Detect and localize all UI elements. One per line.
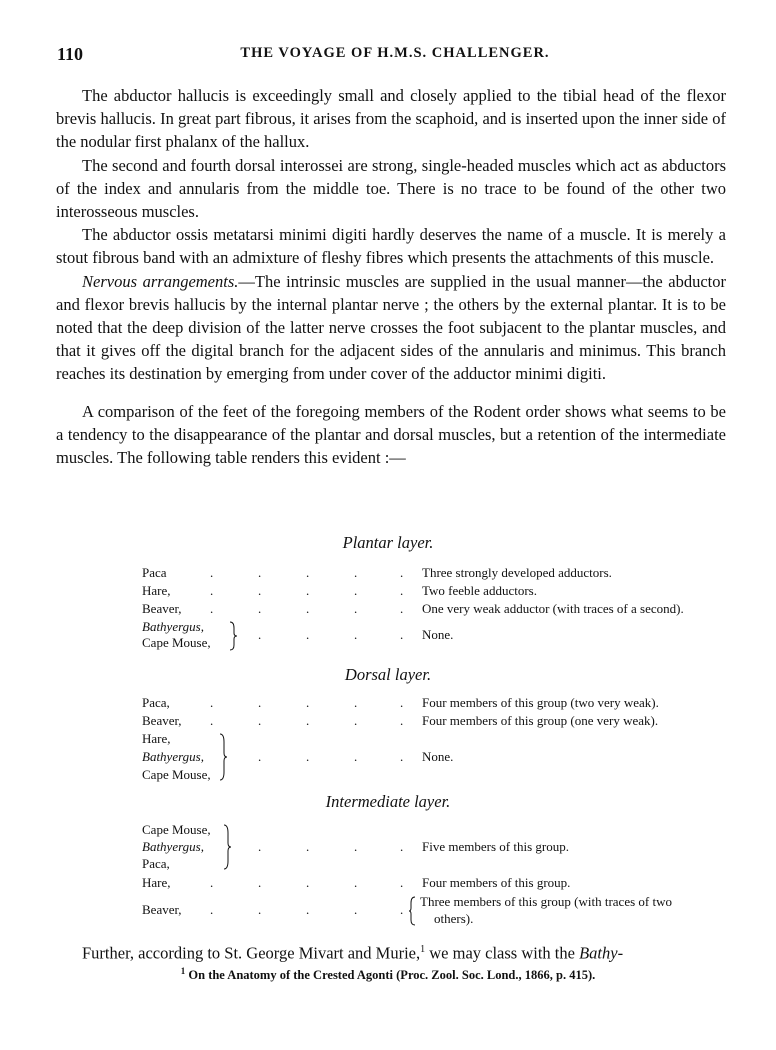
table-desc: Three strongly developed adductors. xyxy=(422,565,612,580)
footnote xyxy=(0,966,776,983)
footnote-text: On the Anatomy of the Crested Agonti (Proc. Zool. Soc. Lond., 1866, p. 415). xyxy=(185,968,596,983)
intermediate-layer-heading: Intermediate layer. xyxy=(325,792,451,811)
table-animal: Beaver, xyxy=(142,713,182,728)
table-animal: Cape Mouse, xyxy=(142,767,211,782)
table-animal: Beaver, xyxy=(142,601,182,616)
table-desc: Two feeble adductors. xyxy=(422,583,537,598)
table-desc: Five members of this group. xyxy=(422,839,569,854)
table-animal: Hare, xyxy=(142,583,171,598)
table-desc: Four members of this group (two very weak). xyxy=(422,695,659,710)
body-text xyxy=(56,84,726,469)
table-animal: Bathyergus, xyxy=(142,839,204,854)
table-row-group: Hare, Bathyergus, Cape Mouse, . . . . None. xyxy=(142,731,454,782)
table-row-group: Cape Mouse, Bathyergus, Paca, . . . . Five members of this group. xyxy=(142,822,569,871)
group-brace-icon xyxy=(222,824,232,870)
paragraph-nervous-arrangements xyxy=(56,270,726,386)
table-row: Hare, . . . . . Four members of this group. xyxy=(142,875,571,890)
table-animal: Bathyergus, xyxy=(142,619,204,634)
table-animal: Paca, xyxy=(142,856,170,871)
footnote-ref: 1 xyxy=(420,944,426,955)
running-head: THE VOYAGE OF H.M.S. CHALLENGER. xyxy=(240,45,550,61)
table-animal: Paca, xyxy=(142,695,170,710)
table-row: Hare, . . . . . Two feeble adductors. xyxy=(142,583,537,598)
table-desc: Three members of this group (with traces of two xyxy=(420,894,672,909)
table-animal: Hare, xyxy=(142,731,171,746)
table-row: Beaver, . . . . . Four members of this group (one very weak). xyxy=(142,713,659,728)
table-row: Beaver, . . . . . One very weak adductor (with traces of a second). xyxy=(142,601,684,616)
table-row: Beaver, . . . . . Three members of this group (with traces of two others). xyxy=(142,894,672,926)
paragraph-abductor-hallucis: The abductor hallucis is exceedingly small and closely applied to the tibial head of the flexor brevis hallucis. In great part fibrous, it arises from the scaphoid, and is inserted upon the inner side of the nodular first phalanx of the hallux. xyxy=(56,86,726,152)
table-desc: None. xyxy=(422,627,454,642)
table-row-group: Bathyergus, Cape Mouse, . . . . None. xyxy=(142,619,454,650)
table-desc: None. xyxy=(422,749,454,764)
group-brace-icon xyxy=(408,896,416,926)
plantar-layer-heading: Plantar layer. xyxy=(342,533,434,552)
table-row: Paca, . . . . . Four members of this group (two very weak). xyxy=(142,695,659,710)
table-animal: Beaver, xyxy=(142,902,182,917)
table-row: Paca . . . . . Three strongly developed adductors. xyxy=(142,565,612,580)
paragraph-comparison: A comparison of the feet of the foregoing members of the Rodent order shows what seems to be a tendency to the disappearance of the plantar and dorsal muscles, but a retention of the intermediate muscles. The following table renders this evident :— xyxy=(56,401,726,468)
paragraph-abductor-ossis: The abductor ossis metatarsi minimi digiti hardly deserves the name of a muscle. It is merely a stout fibrous band with an admixture of fleshy fibres which presents the attachments of this muscle. xyxy=(56,225,726,268)
footnote-mark: 1 xyxy=(180,966,186,976)
table-desc: Four members of this group. xyxy=(422,875,571,890)
table-animal: Bathyergus, xyxy=(142,749,204,764)
page-number: 110 xyxy=(57,44,84,64)
nervous-label: Nervous arrangements. xyxy=(82,271,239,291)
table-animal: Cape Mouse, xyxy=(142,635,211,650)
group-brace-icon xyxy=(218,733,228,781)
paragraph-further: Further, according to St. George Mivart and Murie,$^1$ we may class with the Bathy- xyxy=(82,943,624,963)
table-desc-continued: others). xyxy=(434,911,474,926)
table-desc: One very weak adductor (with traces of a second). xyxy=(422,601,684,616)
group-brace-icon xyxy=(228,621,238,651)
table-animal: Paca xyxy=(142,565,167,580)
dorsal-layer-heading: Dorsal layer. xyxy=(344,665,432,684)
table-animal: Hare, xyxy=(142,875,171,890)
paragraph-dorsal-interossei: The second and fourth dorsal interossei are strong, single-headed muscles which act as abductors of the index and annularis from the middle toe. There is no trace to be found of the other two interosseous muscles. xyxy=(56,155,726,222)
table-desc: Four members of this group (one very weak). xyxy=(422,713,659,728)
table-animal: Cape Mouse, xyxy=(142,822,211,837)
nervous-text: —The intrinsic muscles are supplied in the usual manner—the abductor and flexor brevis hallucis by the internal plantar nerve ; the others by the external plantar. It is to be noted that the deep division of the latter nerve crosses the foot subjacent to the plantar muscles, and that it gives off the digital branch for the adjacent sides of the annularis and minimus. This branch reaches its destination by emerging from under cover of the adductor minimi digiti. xyxy=(56,271,726,384)
page-header xyxy=(57,44,733,68)
